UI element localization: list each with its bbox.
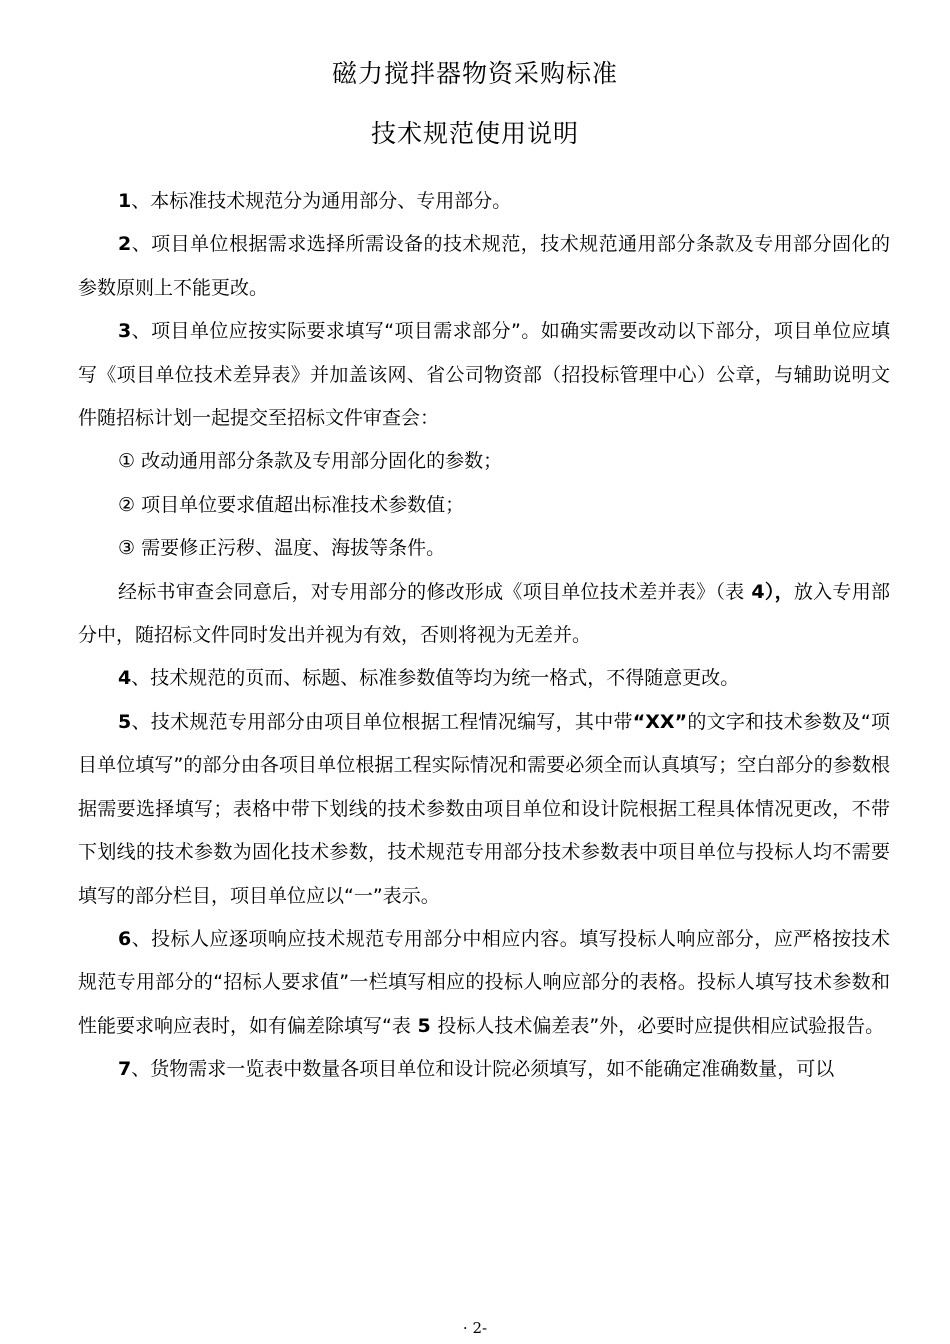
table-reference: 4），: [744, 580, 794, 603]
table-reference: 5: [410, 1014, 438, 1037]
paragraph-number: 3: [118, 320, 132, 343]
paragraph-text: 、技术规范专用部分由项目单位根据工程情况编写，其中带: [131, 710, 633, 733]
paragraph-number: 2: [118, 233, 132, 256]
list-item: ② 项目单位要求值超出标准技术参数值；: [118, 493, 465, 516]
paragraph-3-continued: [78, 571, 890, 658]
paragraph-number: 7: [118, 1058, 132, 1081]
paragraph-text: 、项目单位应按实际要求填写“项目需求部分”。如确实需要改动以下部分，项目单位应填写《项目单位技术差异表》并加盖该网、省公司物资部（招投标管理中心）公章，与辅助说明文件随招标计划一起提交至招标文件审查会：: [78, 320, 890, 430]
paragraph-7: [78, 1048, 890, 1091]
paragraph-number: 6: [118, 927, 132, 950]
paragraph-number: 4: [118, 667, 132, 690]
page-number: · 2-: [462, 1319, 488, 1337]
paragraph-text: 放入专用部分中，随招标文件同时发出并视为有效，否则将视为无差并。: [78, 580, 890, 647]
list-item: ③ 需要修正污秽、温度、海拔等条件。: [118, 537, 446, 560]
paragraph-4: [78, 657, 890, 700]
paragraph-text: 、技术规范的页而、标题、标准参数值等均为统一格式，不得随意更改。: [131, 667, 740, 690]
document-body: [78, 180, 890, 1092]
list-item: ① 改动通用部分条款及专用部分固化的参数；: [118, 450, 503, 473]
paragraph-5: [78, 701, 890, 918]
placeholder-marker: “XX”: [632, 710, 688, 733]
paragraph-2: [78, 223, 890, 310]
paragraph-text: 、货物需求一览表中数量各项目单位和设计院必须填写，如不能确定准确数量，可以: [131, 1058, 835, 1081]
paragraph-text: 、项目单位根据需求选择所需设备的技术规范，技术规范通用部分条款及专用部分固化的参数原则上不能更改。: [78, 233, 890, 299]
paragraph-text: 投标人技术偏差表”外，必要时应提供相应试验报告。: [437, 1014, 885, 1037]
paragraph-text: 、本标准技术规范分为通用部分、专用部分。: [131, 190, 512, 212]
paragraph-text: 的文字和技术参数及“项目单位填写”的部分由各项目单位根据工程实际情况和需要必须全而认真填写；空白部分的参数根据需要选择填写；表格中带下划线的技术参数由项目单位和设计院根据工程具体情况更改，不带下划线的技术参数为固化技术参数，技术规范专用部分技术参数表中项目单位与投标人均不需要填写的部分栏目，项目单位应以“一”表示。: [78, 710, 890, 907]
paragraph-6: [78, 918, 890, 1048]
paragraph-text: 、投标人应逐项响应技术规范专用部分中相应内容。填写投标人响应部分，应严格按技术规范专用部分的“招标人要求值”一栏填写相应的投标人响应部分的表格。投标人填写技术参数和性能要求响应表时，如有偏差除填写“表: [78, 927, 890, 1037]
paragraph-text: 经标书审查会同意后，对专用部分的修改形成《项目单位技术差并表》（表: [118, 580, 745, 603]
document-subtitle: 技术规范使用说明: [370, 119, 579, 148]
paragraph-number: 5: [118, 710, 132, 733]
paragraph-3: [78, 310, 890, 440]
paragraph-1: [78, 180, 890, 223]
paragraph-number: 1: [118, 190, 132, 212]
document-title: 磁力搅拌器物资采购标准: [331, 59, 618, 88]
